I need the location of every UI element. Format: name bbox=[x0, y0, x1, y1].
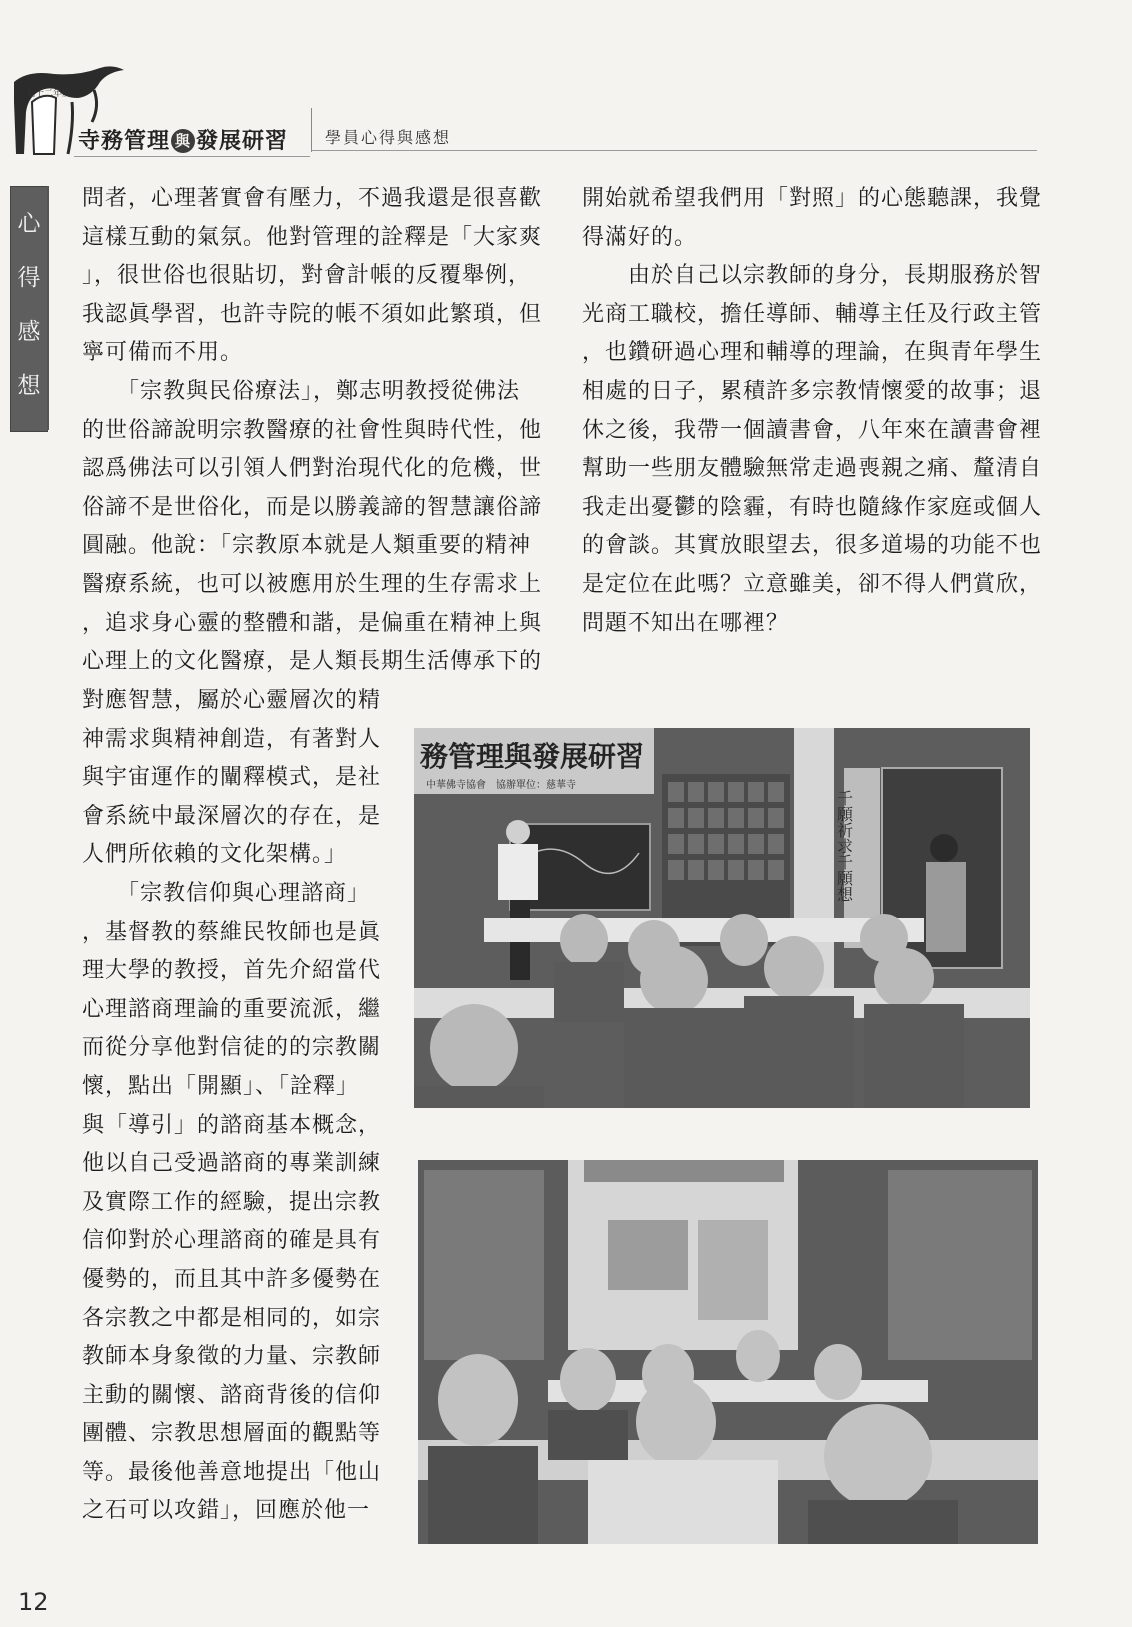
text-line: 與宇宙運作的闡釋模式，是社 bbox=[82, 765, 382, 791]
left-column-bottom bbox=[82, 682, 382, 1531]
text-line: 心理上的文化醫療，是人類長期生活傳承下的 bbox=[82, 649, 543, 675]
text-line: 得滿好的。 bbox=[582, 224, 698, 250]
banner-text: 務管理與發展研習 bbox=[420, 740, 645, 773]
text-line: 我認眞學習，也許寺院的帳不須如此繁瑣，但 bbox=[82, 301, 543, 327]
text-line: 俗諦不是世俗化，而是以勝義諦的智慧讓俗諦 bbox=[82, 494, 543, 520]
header-title-part1: 寺務管理 bbox=[78, 129, 171, 154]
text-line: 的會談。其實放眼望去，很多道場的功能不也 bbox=[582, 533, 1043, 559]
text-line: 」，很世俗也很貼切，對會計帳的反覆舉例， bbox=[82, 263, 532, 289]
text-line: 「宗教與民俗療法」，鄭志明教授從佛法 bbox=[82, 378, 521, 404]
pillar-text: 千願祈求千願想 bbox=[834, 790, 854, 902]
text-line: 團體、宗教思想層面的觀點等 bbox=[82, 1421, 382, 1447]
banner-subtext: 中華佛寺協會 協辦單位：慈華寺 bbox=[426, 780, 576, 791]
photo-lecture-banner bbox=[414, 728, 1030, 1108]
text-line: 各宗教之中都是相同的，如宗 bbox=[82, 1305, 382, 1331]
text-line: 及實際工作的經驗，提出宗教 bbox=[82, 1189, 382, 1215]
side-tab-char: 感 bbox=[17, 319, 41, 345]
text-line: 神需求與精神創造，有著對人 bbox=[82, 726, 382, 752]
text-line: 之石可以攻錯」，回應於他一 bbox=[82, 1498, 371, 1524]
text-line: 教師本身象徵的力量、宗教師 bbox=[82, 1344, 382, 1370]
side-tab-char: 心 bbox=[17, 211, 41, 237]
text-line: 醫療系統，也可以被應用於生理的生存需求上 bbox=[82, 571, 543, 597]
header-rule-left bbox=[74, 156, 310, 157]
header-title bbox=[78, 124, 288, 155]
text-line: 是定位在此嗎？立意雖美，卻不得人們賞欣， bbox=[582, 571, 1043, 597]
text-line: 主動的關懷、諮商背後的信仰 bbox=[82, 1382, 382, 1408]
text-line: 優勢的，而且其中許多優勢在 bbox=[82, 1266, 382, 1292]
text-line: 理大學的教授，首先介紹當代 bbox=[82, 958, 382, 984]
text-line: 人們所依賴的文化架構。」 bbox=[82, 842, 348, 868]
text-line: 幫助一些朋友體驗無常走過喪親之痛、釐清自 bbox=[582, 456, 1043, 482]
text-line: 會系統中最深層次的存在，是 bbox=[82, 803, 382, 829]
text-line: 休之後，我帶一個讀書會，八年來在讀書會裡 bbox=[582, 417, 1043, 443]
text-line: 他以自己受過諮商的專業訓練 bbox=[82, 1151, 382, 1177]
text-line: 我走出憂鬱的陰霾，有時也隨緣作家庭或個人 bbox=[582, 494, 1043, 520]
header-year-label: 九十二年度 bbox=[26, 89, 72, 99]
text-line: 問者，心理著實會有壓力，不過我還是很喜歡 bbox=[82, 186, 543, 211]
text-line: 懷，點出「開顯」、「詮釋」 bbox=[82, 1073, 360, 1099]
text-line: 寧可備而不用。 bbox=[82, 340, 244, 366]
side-tab-char: 想 bbox=[17, 373, 41, 399]
side-tab-char: 得 bbox=[17, 265, 41, 291]
side-tab-rule bbox=[47, 186, 49, 430]
text-line: 問題不知出在哪裡？ bbox=[582, 610, 790, 636]
text-line: 等。最後他善意地提出「他山 bbox=[82, 1459, 382, 1485]
text-line: 信仰對於心理諮商的確是具有 bbox=[82, 1228, 382, 1254]
lecturer bbox=[506, 820, 530, 844]
text-line: 由於自己以宗教師的身分，長期服務於智 bbox=[582, 263, 1043, 289]
header-title-yu: 與 bbox=[171, 129, 195, 153]
text-line: 開始就希望我們用「對照」的心態聽課，我覺 bbox=[582, 186, 1043, 211]
text-line: 光商工職校，擔任導師、輔導主任及行政主管 bbox=[582, 301, 1043, 327]
page-number: 12 bbox=[18, 1588, 49, 1616]
text-line: 與「導引」的諮商基本概念， bbox=[82, 1112, 382, 1138]
text-line: 認爲佛法可以引領人們對治現代化的危機，世 bbox=[82, 456, 543, 482]
text-line: 心理諮商理論的重要流派，繼 bbox=[82, 996, 382, 1022]
right-column bbox=[582, 180, 1043, 643]
text-line: 而從分享他對信徒的的宗教關 bbox=[82, 1035, 382, 1061]
text-line: 「宗教信仰與心理諮商」 bbox=[82, 880, 371, 906]
text-line: 對應智慧，屬於心靈層次的精 bbox=[82, 688, 382, 713]
text-line: ，也鑽研過心理和輔導的理論，在與青年學生 bbox=[582, 340, 1043, 366]
text-line: ，追求身心靈的整體和諧，是偏重在精神上與 bbox=[82, 610, 543, 636]
text-line: 的世俗諦說明宗教醫療的社會性與時代性，他 bbox=[82, 417, 543, 443]
header-section-title: 學員心得與感想 bbox=[325, 128, 452, 147]
text-line: 圓融。他說：「宗教原本就是人類重要的精神 bbox=[82, 533, 532, 559]
side-tab bbox=[10, 186, 48, 432]
header-separator bbox=[311, 108, 312, 152]
header-title-part2: 發展研習 bbox=[196, 129, 289, 154]
text-line: 相處的日子，累積許多宗教情懷愛的故事；退 bbox=[582, 378, 1043, 404]
text-line: 這樣互動的氣氛。他對管理的詮釋是「大家爽 bbox=[82, 224, 543, 250]
text-line: ，基督教的蔡維民牧師也是眞 bbox=[82, 919, 382, 945]
photo-audience-screen bbox=[418, 1160, 1038, 1544]
header-rule bbox=[311, 150, 1037, 151]
left-column-top bbox=[82, 180, 543, 682]
